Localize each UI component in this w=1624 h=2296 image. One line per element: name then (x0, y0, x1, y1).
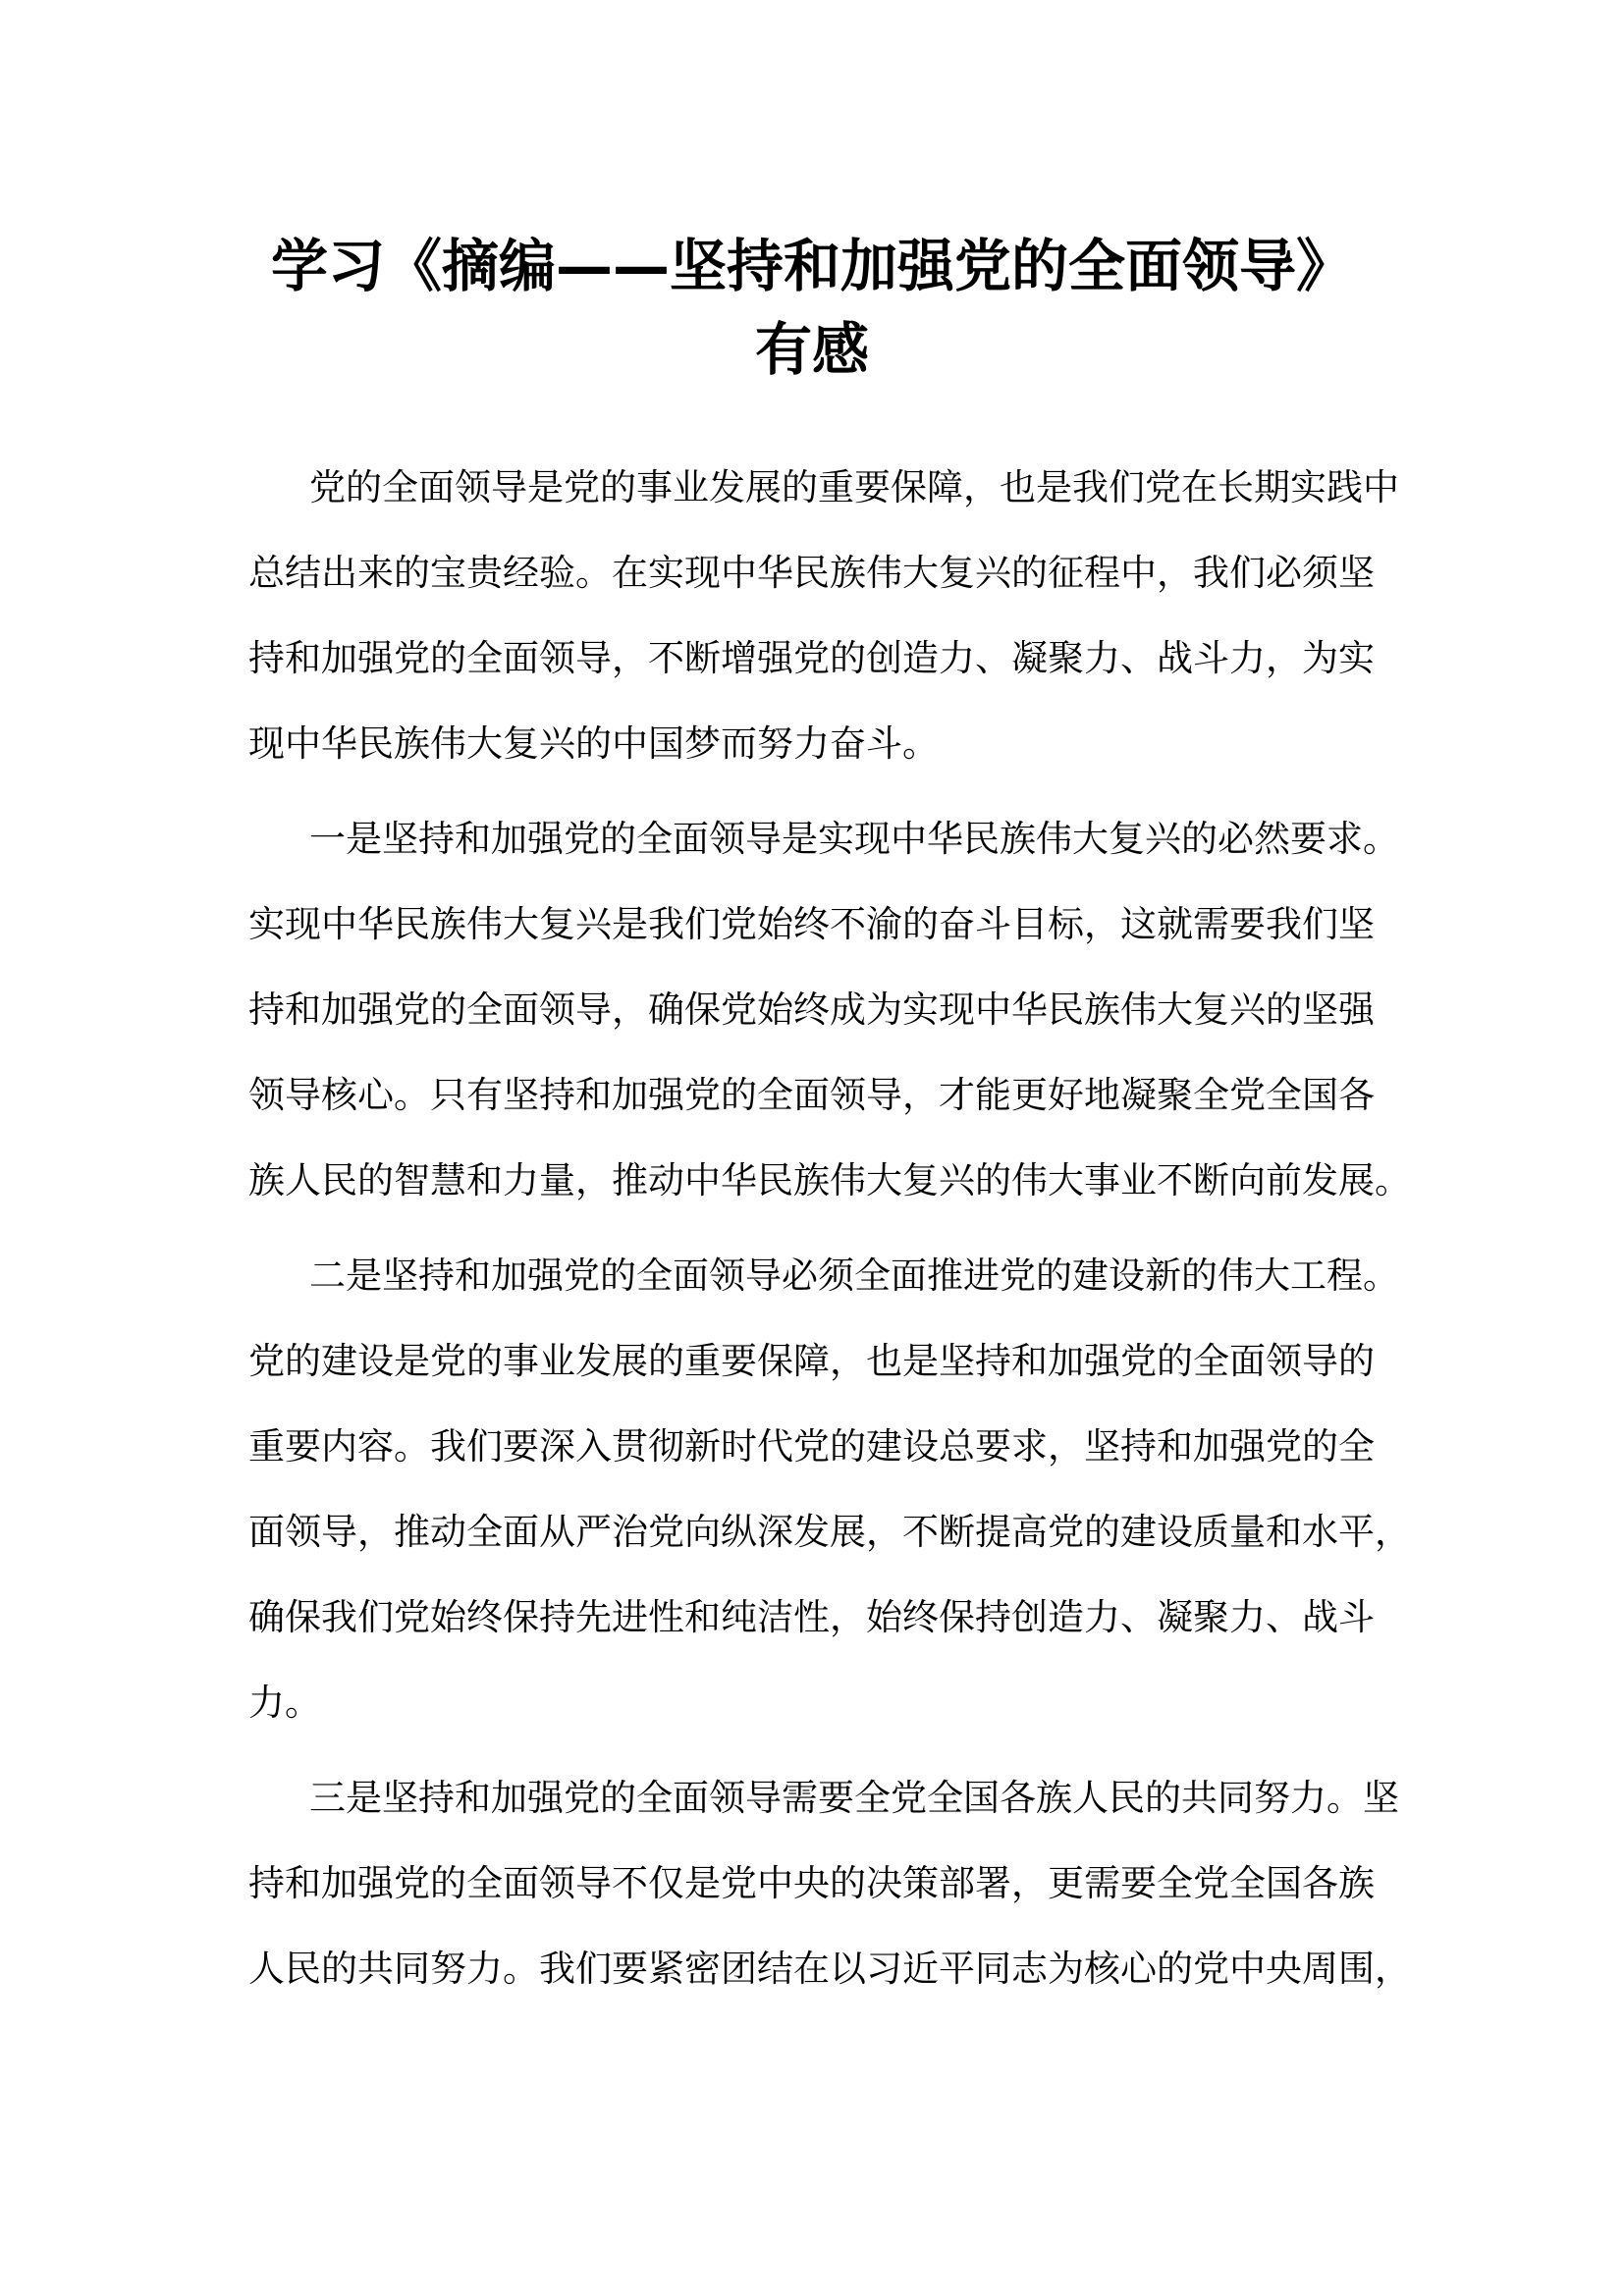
paragraph-line: 持和加强党的全面领导不仅是党中央的决策部署，更需要全党全国各族 (248, 1862, 1375, 1904)
paragraph-line: 力。 (248, 1682, 321, 1724)
title-line-1: 学习《摘编——坚持和加强党的全面领导》 (270, 233, 1353, 299)
paragraph-line: 三是坚持和加强党的全面领导需要全党全国各族人民的共同努力。坚 (309, 1777, 1399, 1819)
paragraph-line: 面领导，推动全面从严治党向纵深发展，不断提高党的建设质量和水平， (248, 1511, 1411, 1553)
paragraph (248, 1755, 1411, 2011)
paragraph-line: 重要内容。我们要深入贯彻新时代党的建设总要求，坚持和加强党的全 (248, 1425, 1375, 1468)
paragraph-line: 党的建设是党的事业发展的重要保障，也是坚持和加强党的全面领导的 (248, 1340, 1375, 1382)
paragraph-line: 人民的共同努力。我们要紧密团结在以习近平同志为核心的党中央周围， (248, 1948, 1411, 1990)
paragraph-line: 二是坚持和加强党的全面领导必须全面推进党的建设新的伟大工程。 (309, 1255, 1399, 1297)
paragraph-line: 一是坚持和加强党的全面领导是实现中华民族伟大复兴的必然要求。 (309, 818, 1399, 860)
paragraph (248, 796, 1411, 1223)
document-title (0, 225, 1624, 392)
paragraph-line: 族人民的智慧和力量，推动中华民族伟大复兴的伟大事业不断向前发展。 (248, 1159, 1411, 1201)
paragraph-line: 实现中华民族伟大复兴是我们党始终不渝的奋斗目标，这就需要我们坚 (248, 903, 1375, 945)
paragraph-line: 持和加强党的全面领导，确保党始终成为实现中华民族伟大复兴的坚强 (248, 988, 1375, 1031)
paragraph-line: 党的全面领导是党的事业发展的重要保障，也是我们党在长期实践中 (309, 466, 1399, 508)
paragraph (248, 445, 1399, 786)
paragraph-line: 总结出来的宝贵经验。在实现中华民族伟大复兴的征程中，我们必须坚 (248, 552, 1375, 594)
paragraph-line: 现中华民族伟大复兴的中国梦而努力奋斗。 (248, 722, 939, 765)
title-line-2: 有感 (754, 316, 869, 383)
paragraph (248, 1233, 1411, 1745)
document-body (248, 445, 1411, 2021)
paragraph-line: 确保我们党始终保持先进性和纯洁性，始终保持创造力、凝聚力、战斗 (248, 1596, 1375, 1638)
paragraph-line: 持和加强党的全面领导，不断增强党的创造力、凝聚力、战斗力，为实 (248, 637, 1375, 679)
paragraph-line: 领导核心。只有坚持和加强党的全面领导，才能更好地凝聚全党全国各 (248, 1074, 1375, 1116)
